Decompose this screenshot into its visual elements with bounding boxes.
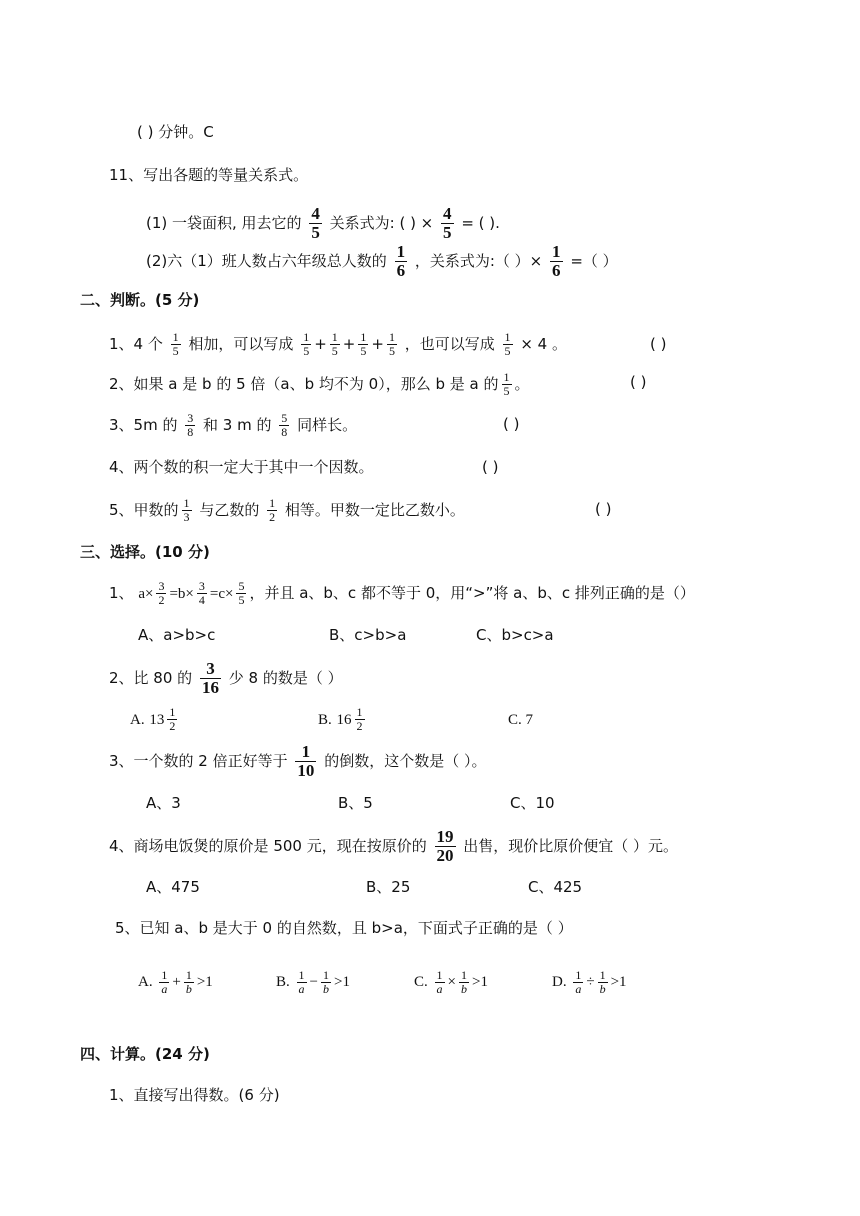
calc-q1: 1、直接写出得数。(6 分) — [109, 1086, 280, 1104]
option-b[interactable]: B. $\frac{1}{a}$ − $\frac{1}{b}$ >1 — [276, 968, 350, 997]
option-a[interactable]: A. $\frac{1}{a}$ + $\frac{1}{b}$ >1 — [138, 968, 213, 997]
q11-title: 11、写出各题的等量关系式。 — [109, 166, 309, 184]
fraction-1-6: $\frac{1}{6}$ — [552, 242, 561, 280]
answer-paren[interactable]: ( ) — [595, 500, 612, 518]
section-calc-title: 四、计算。(24 分) — [80, 1045, 210, 1063]
answer-paren[interactable]: ( ) — [482, 458, 499, 476]
fraction-4-5: $\frac{4}{5}$ — [443, 204, 452, 242]
choice-q4: 4、商场电饭煲的原价是 500 元，现在按原价的 $\frac{19}{20}$ 出售，现价比原价便宜（ ）元。 — [109, 827, 679, 865]
option-a[interactable]: A. 13 $\frac{1}{2}$ — [130, 705, 176, 733]
option-c[interactable]: C、10 — [510, 794, 555, 812]
answer-paren[interactable]: ( ) — [630, 373, 647, 391]
section-choice-title: 三、选择。(10 分) — [80, 543, 210, 561]
answer-paren[interactable]: ( ) — [650, 335, 667, 353]
choice-q2: 2、比 80 的 $\frac{3}{16}$ 少 8 的数是（ ） — [109, 659, 343, 697]
option-a[interactable]: A、3 — [146, 794, 181, 812]
option-c[interactable]: C、425 — [528, 878, 583, 896]
judge-q3: 3、5m 的 $\frac{3}{8}$ 和 3 m 的 $\frac{5}{8}$ 同样长。 — [109, 411, 358, 439]
choice-q5: 5、已知 a、b 是大于 0 的自然数，且 b>a，下面式子正确的是（ ） — [115, 919, 573, 937]
judge-q2: 2、如果 a 是 b 的 5 倍（a、b 均不为 0），那么 b 是 a 的 $\frac{1}{5}$ 。 — [109, 370, 530, 398]
option-c[interactable]: C. $\frac{1}{a}$ × $\frac{1}{b}$ >1 — [414, 968, 488, 997]
judge-q5: 5、甲数的 $\frac{1}{3}$ 与乙数的 $\frac{1}{2}$ 相等。甲数一定比乙数小。 — [109, 496, 465, 524]
q10-tail-text: ( ) 分钟。C — [137, 123, 214, 141]
q11-item2: (2)六（1）班人数占六年级总人数的 $\frac{1}{6}$ ，关系式为:（ ）× $\frac{1}{6}$ =（ ） — [146, 242, 618, 280]
judge-q4: 4、两个数的积一定大于其中一个因数。 — [109, 458, 374, 476]
choice-q3: 3、一个数的 2 倍正好等于 $\frac{1}{10}$ 的倒数，这个数是（ ）。 — [109, 742, 487, 780]
q11-item1: (1) 一袋面积, 用去它的 $\frac{4}{5}$ 关系式为: ( ) × $\frac{4}{5}$ = ( ). — [146, 204, 500, 242]
option-c[interactable]: C、b>c>a — [476, 626, 554, 644]
option-c[interactable]: C. 7 — [508, 712, 534, 728]
option-b[interactable]: B. 16 $\frac{1}{2}$ — [318, 705, 363, 733]
option-b[interactable]: B、25 — [366, 878, 411, 896]
judge-q1: 1、4 个 $\frac{1}{5}$ 相加，可以写成 $\frac{1}{5}$ + $\frac{1}{5}$ + $\frac{1}{5}$ + $\frac{1}{5}$ ，也可以写成 $\frac{1}{5}$ × 4 。 — [109, 330, 567, 358]
option-b[interactable]: B、c>b>a — [329, 626, 407, 644]
fraction-4-5: $\frac{4}{5}$ — [311, 204, 320, 242]
option-d[interactable]: D. $\frac{1}{a}$ ÷ $\frac{1}{b}$ >1 — [552, 968, 627, 997]
choice-q1: 1、 a× $\frac{3}{2}$ =b× $\frac{3}{4}$ =c× $\frac{5}{5}$ ，并且 a、b、c 都不等于 0，用“>”将 a、b、c 排列正确的是（） — [109, 579, 695, 607]
option-b[interactable]: B、5 — [338, 794, 373, 812]
section-judge-title: 二、判断。(5 分) — [80, 291, 200, 309]
answer-paren[interactable]: ( ) — [503, 415, 520, 433]
fraction-1-6: $\frac{1}{6}$ — [396, 242, 406, 280]
option-a[interactable]: A、a>b>c — [138, 626, 216, 644]
option-a[interactable]: A、475 — [146, 878, 200, 896]
